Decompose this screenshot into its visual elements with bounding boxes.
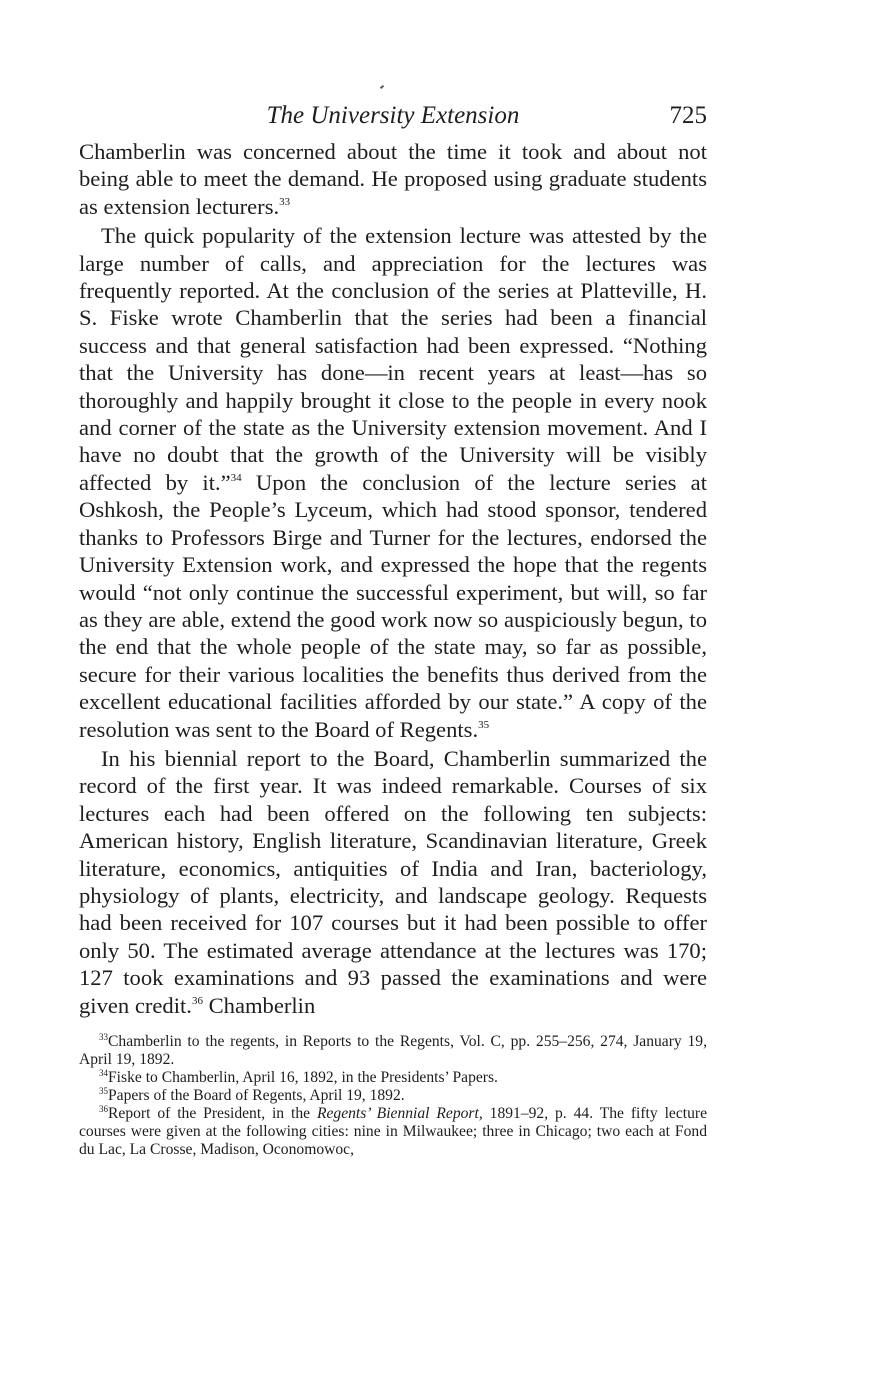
paragraph-2-text-b: Upon the conclusion of the lecture series at Oshkosh, the People’s Lyceum, which had stood sponsor, tendered thanks to Professors Birge and Turner for the lectures, endorsed the University Extension work, and expressed the hope that the regents would “not only continue the successful experiment, but will, so far as they are able, extend the good work now so auspiciously begun, to the end that the whole people of the state may, so far as possible, secure for their various localities the benefits thus derived from the excellent educational facilities afforded by our state.” A copy of the resolution was sent to the Board of Regents. [79,469,707,742]
body-text [79,138,707,1019]
footnote-text: Chamberlin to the regents, in Reports to the Regents, Vol. C, pp. 255–256, 274, January 19, April 19, 1892. [79,1033,707,1068]
footnote-ref-36[interactable]: 36 [191,994,203,1007]
footnote-text: Papers of the Board of Regents, April 19, 1892. [108,1087,405,1104]
footnote-33 [79,1033,707,1069]
paragraph-3-text-b: Chamberlin [202,992,316,1018]
footnote-34 [79,1069,707,1087]
footnotes [79,1033,707,1159]
paragraph-2 [79,222,707,743]
running-title: The University Extension [266,102,520,129]
paragraph-1 [79,138,707,220]
footnote-ref-34[interactable]: 34 [230,471,242,484]
page-number: 725 [669,102,707,129]
paragraph-2-text-a: The quick popularity of the extension lecture was attested by the large number of calls, and appreciation for the lectures was frequently reported. At the conclusion of the series at Platteville, H. S. Fiske wrote Chamberlin that the series had been a financial success and that general satisfaction had been expressed. “Nothing that the University has done—in recent years at least—has so thoroughly and happily brought it close to the people in every nook and corner of the state as the University extension movement. And I have no doubt that the growth of the University will be visibly affected by it.” [79,223,707,495]
stray-mark [380,85,384,89]
footnote-36 [79,1105,707,1159]
paragraph-3-text-a: In his biennial report to the Board, Chamberlin summarized the record of the first year. It was indeed remarkable. Courses of six lectures each had been offered on the following ten subjects: American history, English literature, Scandinavian literature, Greek literature, economics, antiquities of India and Iran, bacteriology, physiology of plants, electricity, and landscape geology. Requests had been received for 107 courses but it had been possible to offer only 50. The estimated average attendance at the lectures was 170; 127 took examinations and 93 passed the examinations and were given credit. [79,745,707,1018]
footnote-italic-title: Regents’ Biennial Report, [316,1105,483,1122]
footnote-35 [79,1087,707,1105]
footnote-number: 36 [99,1104,108,1114]
running-head [79,100,707,138]
book-page [79,100,707,1159]
paragraph-1-text: Chamberlin was concerned about the time it took and about not being able to meet the demand. He proposed using graduate students as extension lecturers. [79,139,707,219]
paragraph-3 [79,745,707,1019]
footnote-ref-35[interactable]: 35 [478,718,490,731]
footnote-number: 33 [99,1032,108,1042]
footnote-number: 34 [99,1068,108,1078]
footnote-number: 35 [99,1086,108,1096]
footnote-text-continued: 1891–92, p. 44. The fifty lecture courses were given at the following cities: nine in Milwaukee; three in Chicago; two each at Fond du Lac, La Crosse, Madison, Oconomowoc, [79,1105,707,1158]
footnote-text: Fiske to Chamberlin, April 16, 1892, in the Presidents’ Papers. [108,1069,498,1086]
footnote-text: Report of the President, in the [108,1105,317,1122]
footnote-ref-33[interactable]: 33 [279,195,291,208]
